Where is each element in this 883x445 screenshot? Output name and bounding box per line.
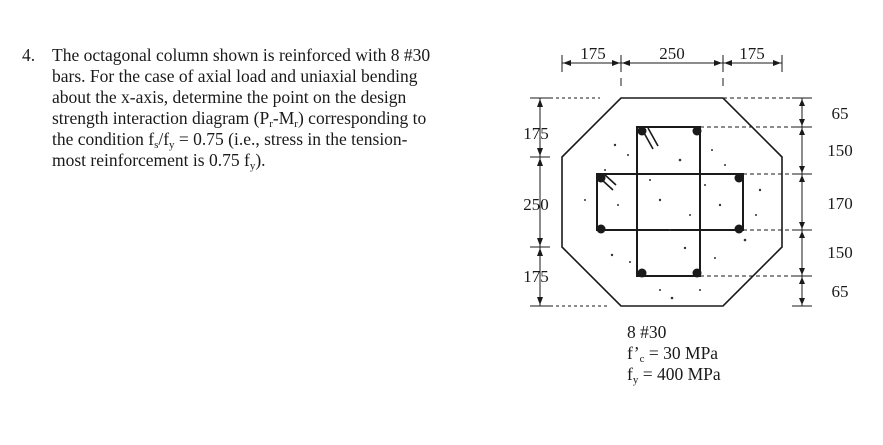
- rebar: [597, 225, 606, 234]
- fy-subscript-2: y: [249, 160, 256, 172]
- fy-subscript-3: y: [632, 374, 639, 386]
- problem-line-5: the condition $f_s/f_y = 0.75$ (i.e., stress in the tension-: [52, 129, 408, 151]
- fy-label: f: [627, 364, 633, 384]
- fy-subscript: y: [169, 139, 175, 151]
- fc-label: f’: [627, 343, 640, 363]
- mr-symbol: M: [278, 108, 295, 128]
- tie-vertical: [637, 127, 700, 276]
- right-dim-4: 150: [827, 243, 853, 262]
- rebar: [735, 225, 744, 234]
- problem-line-1: The octagonal column shown is reinforced with 8 #30: [52, 45, 431, 65]
- material-properties: [627, 322, 721, 385]
- left-dim-3: 175: [523, 267, 549, 286]
- problem-line-4: strength interaction diagram $(P_r-M_r)$ corresponding to: [52, 108, 427, 130]
- rebar: [735, 174, 744, 183]
- mr-subscript: r: [294, 118, 298, 130]
- rebar: [638, 127, 647, 136]
- problem-number: 4.: [22, 45, 36, 65]
- pr-subscript: r: [269, 118, 273, 130]
- octagon-outline: [562, 98, 782, 306]
- right-dim-5: 65: [831, 282, 849, 301]
- rebar: [638, 269, 647, 278]
- top-dim-1: 175: [580, 44, 606, 63]
- concrete-strength: [627, 343, 721, 364]
- fc-value: = 30 MPa: [648, 343, 719, 363]
- fc-subscript: c: [639, 353, 645, 365]
- fy-symbol: f: [163, 129, 170, 149]
- tie-horizontal: [597, 174, 743, 230]
- fy-value: = 400 MPa: [642, 364, 721, 384]
- right-dim-2: 150: [827, 141, 853, 160]
- rebar: [597, 174, 606, 183]
- right-dim-3: 170: [827, 194, 853, 213]
- rebar: [693, 127, 702, 136]
- top-dim-3: 175: [739, 44, 765, 63]
- fs-subscript: s: [154, 139, 159, 151]
- rebar-group: [597, 127, 744, 278]
- left-dim-1: 175: [523, 124, 549, 143]
- pr-symbol: P: [259, 108, 270, 128]
- left-dim-2: 250: [523, 195, 549, 214]
- bar-count: 8 #30: [627, 322, 667, 342]
- dimension-arrowheads: [537, 60, 805, 305]
- top-dim-2: 250: [659, 44, 685, 63]
- problem-line-3: about the x-axis, determine the point on the design: [52, 87, 407, 107]
- problem-line-6: most reinforcement is 0.75 $f_y$).: [52, 150, 266, 172]
- right-dim-1: 65: [831, 104, 849, 123]
- fs-symbol: f: [148, 129, 155, 149]
- problem-line-2: bars. For the case of axial load and uniaxial bending: [52, 66, 418, 86]
- steel-strength: [627, 364, 721, 385]
